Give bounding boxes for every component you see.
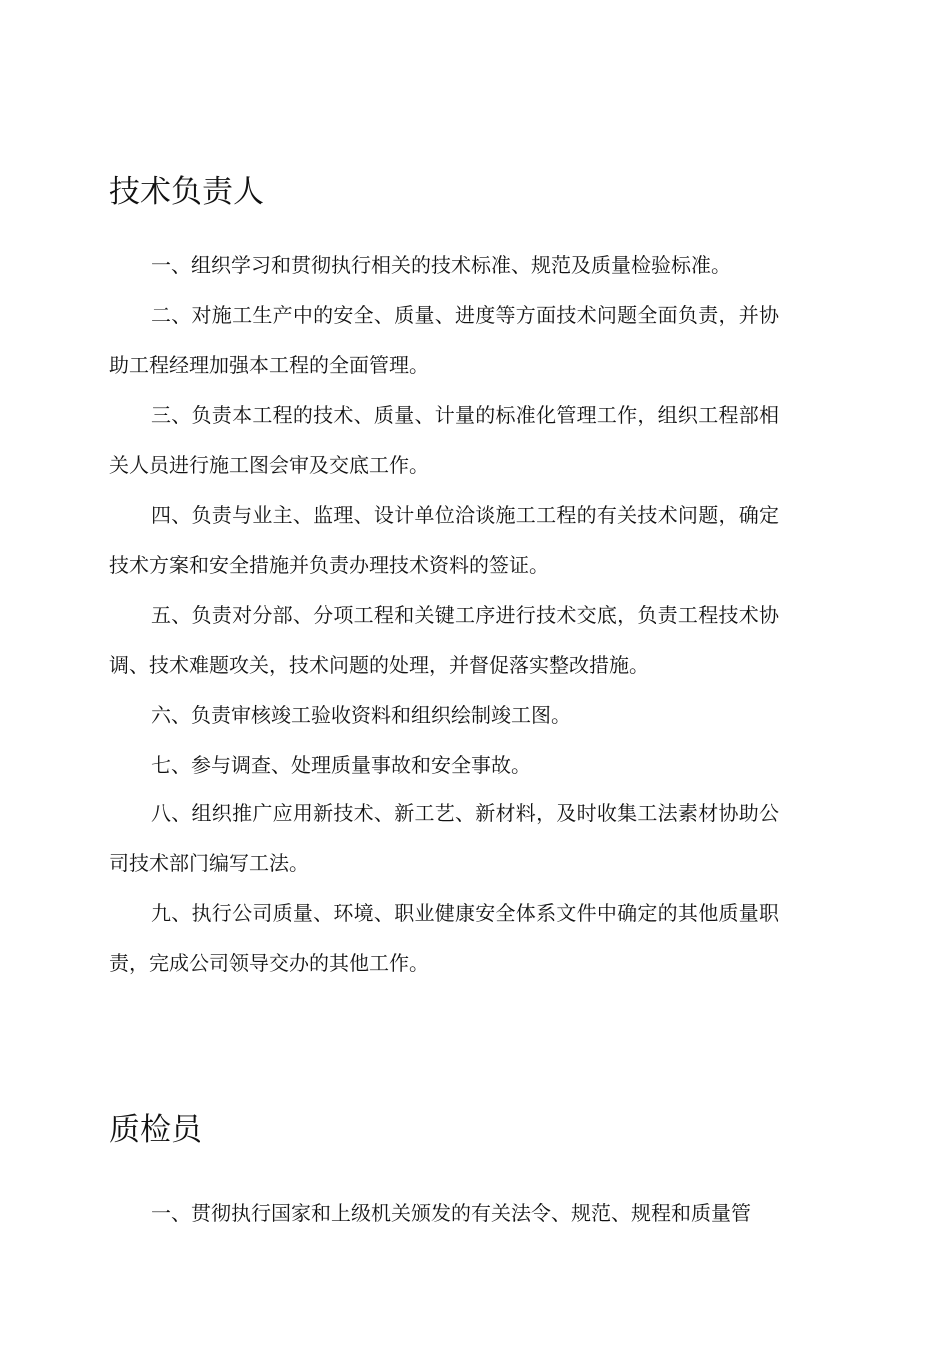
section-title-quality-inspector: 质检员: [109, 1112, 202, 1148]
duty-item: 七、参与调查、处理质量事故和安全事故。: [151, 753, 531, 777]
duty-item: 二、对施工生产中的安全、质量、进度等方面技术问题全面负责，并协助工程经理加强本工程的全面管理。: [109, 303, 779, 377]
duty-item: 三、负责本工程的技术、质量、计量的标准化管理工作，组织工程部相关人员进行施工图会审及交底工作。: [109, 403, 779, 477]
duty-item: 八、组织推广应用新技术、新工艺、新材料，及时收集工法素材协助公司技术部门编写工法。: [109, 801, 779, 875]
duty-item: 五、负责对分部、分项工程和关键工序进行技术交底，负责工程技术协调、技术难题攻关，技术问题的处理，并督促落实整改措施。: [109, 603, 779, 677]
duty-item: 一、组织学习和贯彻执行相关的技术标准、规范及质量检验标准。: [151, 253, 731, 277]
duty-item: 四、负责与业主、监理、设计单位洽谈施工工程的有关技术问题，确定技术方案和安全措施并负责办理技术资料的签证。: [109, 503, 779, 577]
duty-item: 九、执行公司质量、环境、职业健康安全体系文件中确定的其他质量职责，完成公司领导交办的其他工作。: [109, 901, 779, 975]
section-title-tech-lead: 技术负责人: [109, 174, 264, 210]
duty-item: 六、负责审核竣工验收资料和组织绘制竣工图。: [151, 703, 571, 727]
duty-item: 一、贯彻执行国家和上级机关颁发的有关法令、规范、规程和质量管: [151, 1201, 751, 1225]
